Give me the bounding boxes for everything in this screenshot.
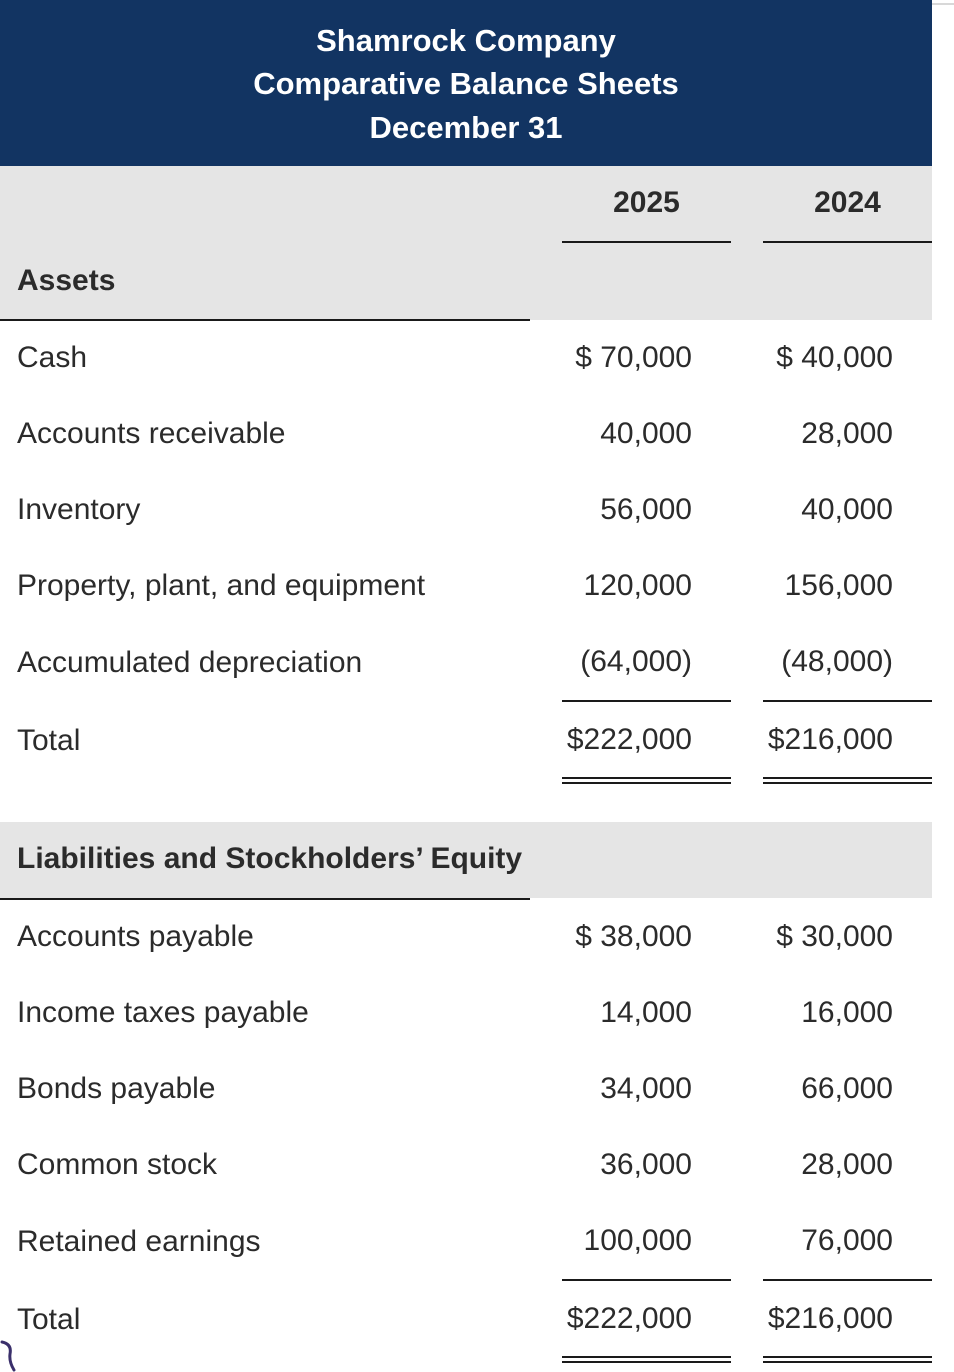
liabilities-heading-rule: [0, 898, 530, 900]
assets-heading: Assets: [17, 264, 116, 297]
liab-common-stock-2025: 36,000: [600, 1148, 692, 1181]
liab-ap-2024: $ 30,000: [776, 920, 893, 953]
column-year-2024: 2024: [814, 186, 881, 219]
assets-total-label: Total: [17, 724, 81, 757]
asset-label-accounts-receivable: Accounts receivable: [17, 417, 286, 450]
liab-label-income-taxes-payable: Income taxes payable: [17, 996, 309, 1029]
liab-total-double-rule-2024-b: [763, 1361, 932, 1363]
liab-ap-2025: $ 38,000: [575, 920, 692, 953]
liab-bonds-2025: 34,000: [600, 1072, 692, 1105]
liab-subtotal-rule-2025: [562, 1279, 731, 1281]
asset-accum-dep-2024: (48,000): [781, 645, 893, 678]
liab-total-double-rule-2025-b: [562, 1361, 731, 1363]
column-rule-2025: [562, 241, 731, 243]
liab-label-retained-earnings: Retained earnings: [17, 1225, 261, 1258]
liab-label-common-stock: Common stock: [17, 1148, 218, 1181]
liab-total-2025: $222,000: [566, 1302, 692, 1335]
liab-label-bonds-payable: Bonds payable: [17, 1072, 216, 1105]
liab-itp-2024: 16,000: [801, 996, 893, 1029]
sheet-header: [0, 0, 932, 166]
assets-total-2024: $216,000: [767, 723, 893, 756]
assets-total-double-rule-2025-a: [562, 777, 731, 779]
liab-total-2024: $216,000: [767, 1302, 893, 1335]
assets-heading-rule: [0, 319, 530, 321]
asset-label-inventory: Inventory: [17, 493, 141, 526]
column-rule-2024: [763, 241, 932, 243]
liab-retained-2024: 76,000: [801, 1224, 893, 1257]
asset-label-accumulated-depreciation: Accumulated depreciation: [17, 646, 363, 679]
asset-ar-2025: 40,000: [600, 417, 692, 450]
assets-total-double-rule-2024-b: [763, 782, 932, 784]
liabilities-heading: Liabilities and Stockholders’ Equity: [17, 842, 523, 875]
asset-cash-2025: $ 70,000: [575, 341, 692, 374]
liab-subtotal-rule-2024: [763, 1279, 932, 1281]
sheet-title: Comparative Balance Sheets: [253, 66, 679, 101]
column-year-2025: 2025: [613, 186, 680, 219]
asset-cash-2024: $ 40,000: [776, 341, 893, 374]
liab-total-label: Total: [17, 1303, 81, 1336]
liab-bonds-2024: 66,000: [801, 1072, 893, 1105]
asset-inventory-2024: 40,000: [801, 493, 893, 526]
asset-inventory-2025: 56,000: [600, 493, 692, 526]
asset-ar-2024: 28,000: [801, 417, 893, 450]
liab-total-double-rule-2024-a: [763, 1356, 932, 1358]
liab-total-double-rule-2025-a: [562, 1356, 731, 1358]
sheet-date: December 31: [369, 110, 563, 145]
page-scrollbar[interactable]: [932, 0, 954, 1372]
asset-label-ppe: Property, plant, and equipment: [17, 569, 426, 602]
bracket-mark-icon: [0, 1340, 20, 1372]
liab-label-accounts-payable: Accounts payable: [17, 920, 254, 953]
asset-accum-dep-2025: (64,000): [580, 645, 692, 678]
asset-ppe-2024: 156,000: [784, 569, 893, 602]
liab-itp-2025: 14,000: [600, 996, 692, 1029]
assets-total-2025: $222,000: [566, 723, 692, 756]
liab-common-stock-2024: 28,000: [801, 1148, 893, 1181]
assets-total-double-rule-2024-a: [763, 777, 932, 779]
assets-subtotal-rule-2024: [763, 700, 932, 702]
company-name: Shamrock Company: [316, 23, 616, 58]
scrollbar-thumb[interactable]: [932, 3, 954, 5]
asset-ppe-2025: 120,000: [583, 569, 692, 602]
asset-label-cash: Cash: [17, 341, 88, 374]
assets-subtotal-rule-2025: [562, 700, 731, 702]
assets-total-double-rule-2025-b: [562, 782, 731, 784]
liab-retained-2025: 100,000: [583, 1224, 692, 1257]
